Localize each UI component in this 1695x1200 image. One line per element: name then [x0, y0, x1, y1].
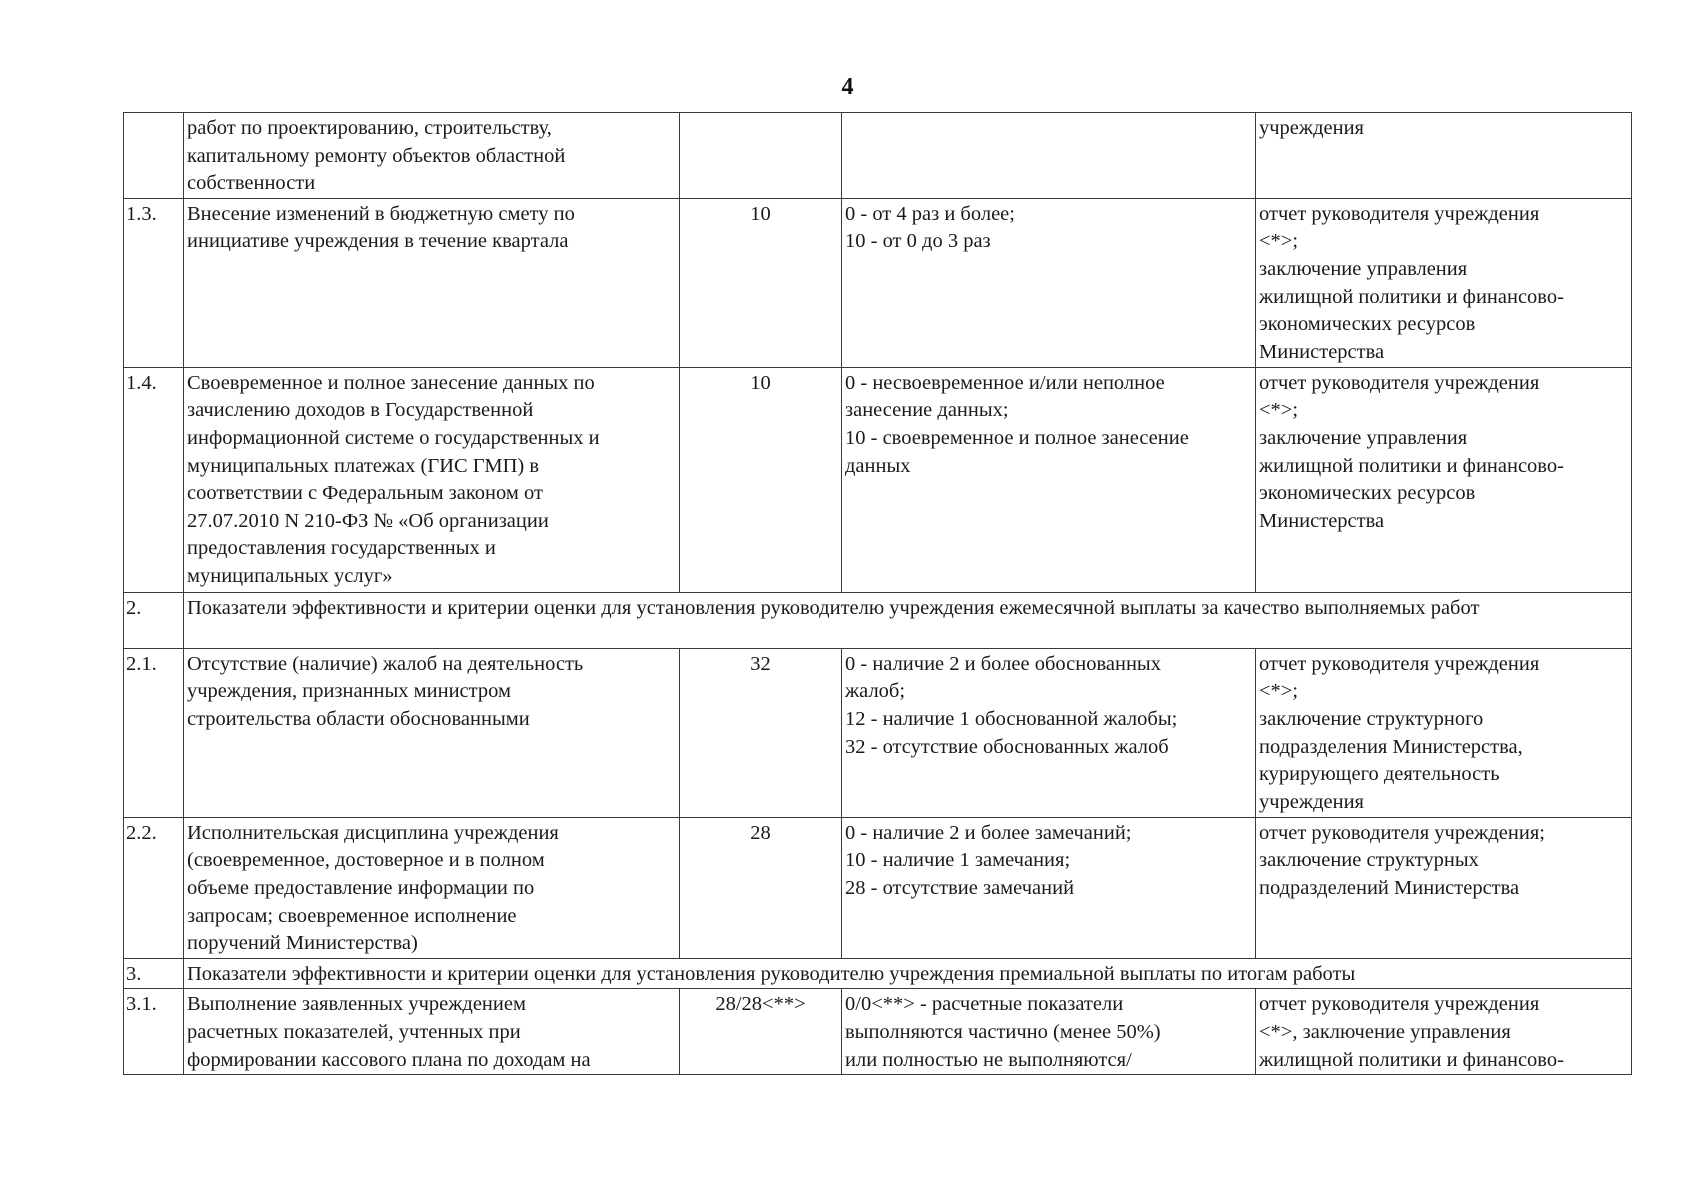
table-row — [124, 113, 1632, 199]
criteria: 0 - наличие 2 и более обоснованных жалоб; 12 - наличие 1 обоснованной жалобы; 32 - отсутствие обоснованных жалоб — [842, 648, 1256, 817]
row-number: 2.1. — [124, 648, 184, 817]
indicator-name: работ по проектированию, строительству, капитальному ремонту объектов областной собственности — [184, 113, 680, 199]
max-score: 10 — [680, 367, 842, 592]
max-score — [680, 113, 842, 199]
criteria — [842, 113, 1256, 199]
criteria: 0/0<**> - расчетные показатели выполняются частично (менее 50%) или полностью не выполняются/ — [842, 989, 1256, 1075]
indicator-name: Внесение изменений в бюджетную смету по инициативе учреждения в течение квартала — [184, 198, 680, 367]
data-source: отчет руководителя учреждения <*>; заключение управления жилищной политики и финансово- экономических ресурсов Министерства — [1256, 367, 1632, 592]
data-source: отчет руководителя учреждения <*>; заключение структурного подразделения Министерства, курирующего деятельность учреждения — [1256, 648, 1632, 817]
section-number: 2. — [124, 592, 184, 648]
section-title: Показатели эффективности и критерии оценки для установления руководителю учреждения премиальной выплаты по итогам работы — [184, 958, 1632, 989]
page-number: 4 — [841, 74, 854, 100]
indicator-name: Отсутствие (наличие) жалоб на деятельность учреждения, признанных министром строительства области обоснованными — [184, 648, 680, 817]
indicator-name: Исполнительская дисциплина учреждения (своевременное, достоверное и в полном объеме предоставление информации по запросам; своевременное исполнение поручений Министерства) — [184, 817, 680, 958]
indicator-name: Своевременное и полное занесение данных по зачислению доходов в Государственной информационной системе о государственных и муниципальных платежах (ГИС ГМП) в соответствии с Федеральным законом от 27.07.2010 N 210-ФЗ № «Об организации предоставления государственных и муниципальных услуг» — [184, 367, 680, 592]
table-row — [124, 198, 1632, 367]
max-score: 28 — [680, 817, 842, 958]
criteria: 0 - от 4 раз и более; 10 - от 0 до 3 раз — [842, 198, 1256, 367]
row-number: 1.3. — [124, 198, 184, 367]
row-number: 3.1. — [124, 989, 184, 1075]
section-number: 3. — [124, 958, 184, 989]
table-row — [124, 648, 1632, 817]
row-number: 2.2. — [124, 817, 184, 958]
max-score: 28/28<**> — [680, 989, 842, 1075]
data-source: отчет руководителя учреждения; заключение структурных подразделений Министерства — [1256, 817, 1632, 958]
max-score: 32 — [680, 648, 842, 817]
section-title: Показатели эффективности и критерии оценки для установления руководителю учреждения ежемесячной выплаты за качество выполняемых работ — [184, 592, 1632, 648]
data-source: учреждения — [1256, 113, 1632, 199]
table-row — [124, 989, 1632, 1075]
table-row — [124, 367, 1632, 592]
section-header-row — [124, 958, 1632, 989]
criteria-table — [123, 112, 1632, 1075]
row-number — [124, 113, 184, 199]
max-score: 10 — [680, 198, 842, 367]
row-number: 1.4. — [124, 367, 184, 592]
data-source: отчет руководителя учреждения <*>, заключение управления жилищной политики и финансово- — [1256, 989, 1632, 1075]
data-source: отчет руководителя учреждения <*>; заключение управления жилищной политики и финансово- экономических ресурсов Министерства — [1256, 198, 1632, 367]
table-row — [124, 817, 1632, 958]
indicator-name: Выполнение заявленных учреждением расчетных показателей, учтенных при формировании кассового плана по доходам на — [184, 989, 680, 1075]
criteria: 0 - несвоевременное и/или неполное занесение данных; 10 - своевременное и полное занесение данных — [842, 367, 1256, 592]
criteria: 0 - наличие 2 и более замечаний; 10 - наличие 1 замечания; 28 - отсутствие замечаний — [842, 817, 1256, 958]
section-header-row — [124, 592, 1632, 648]
